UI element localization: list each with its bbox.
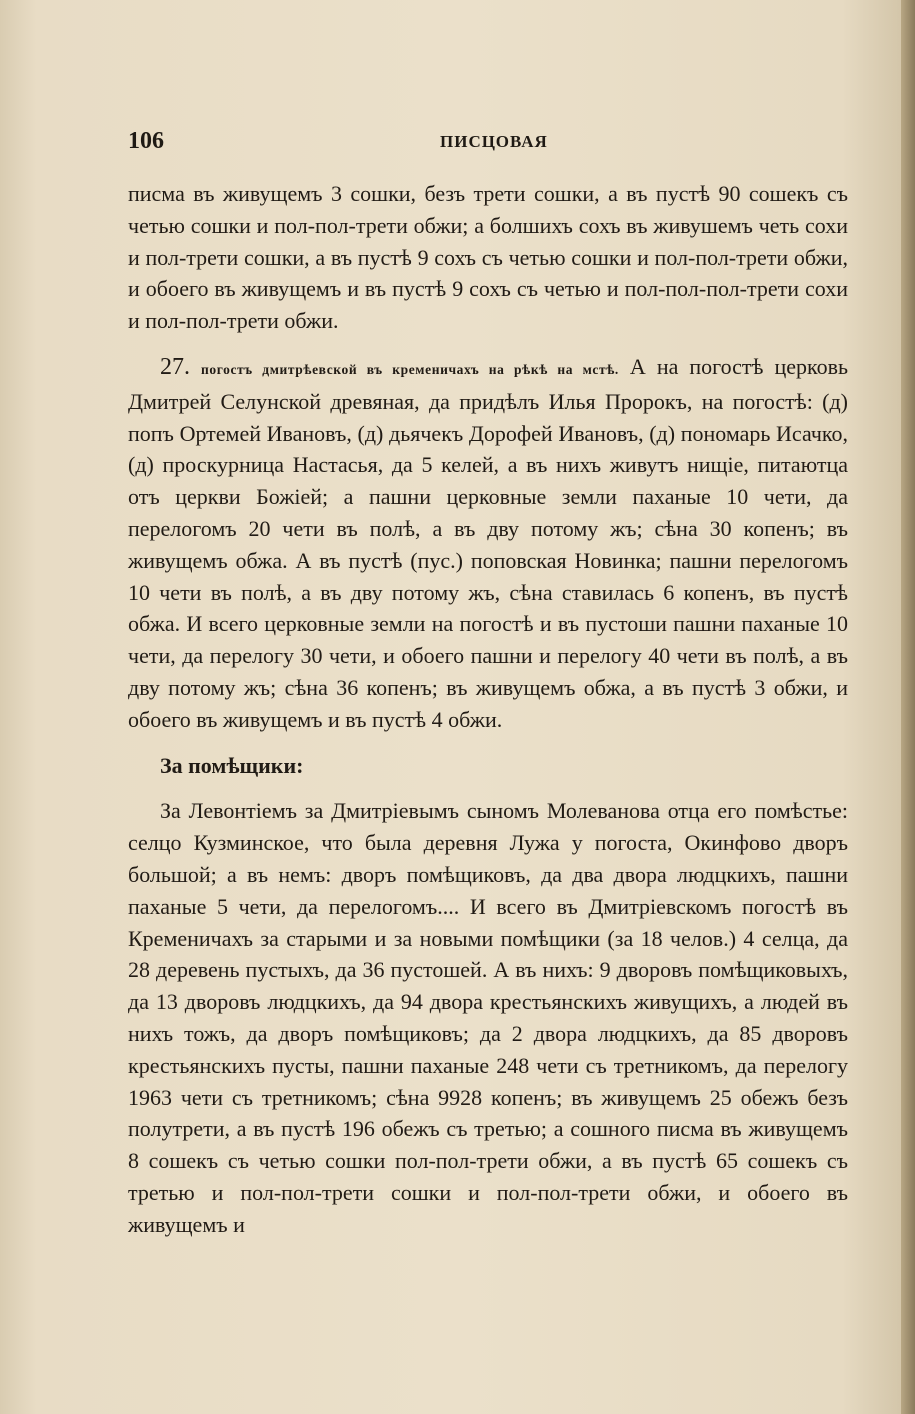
- page-spine-shadow: [901, 0, 915, 1414]
- section-body: А на погостѣ церковь Дмитрей Селунской древяная, да придѣлъ Илья Пророкъ, на погостѣ: (д) попъ Ортемей Ивановъ, (д) дьячекъ Дорофей Ивановъ, (д) пономарь Исачко, (д) проскурница Настасья, да 5 келей, а въ нихъ живутъ нищіе, питаютца отъ церкви Божіей; а пашни церковные земли паханые 10 чети, да перелогомъ 20 чети въ полѣ, а въ дву потому жъ; сѣна 30 копенъ; въ живущемъ обжа. А въ пустѣ (пус.) поповская Новинка; пашни перелогомъ 10 чети въ полѣ, а въ дву потому жъ, сѣна ставилась 6 копенъ, въ пустѣ обжа. И всего церковные земли на погостѣ и въ пустоши пашни паханые 10 чети, да перелогу 30 чети, и обоего пашни и перелогу 40 чети въ полѣ, а въ дву потому жъ; сѣна 36 копенъ; въ живущемъ обжа, а въ пустѣ 3 обжи, и обоего въ живущемъ и въ пустѣ 4 обжи.: [128, 353, 849, 732]
- section-number: 27.: [160, 353, 190, 380]
- page-text: [128, 178, 848, 1241]
- running-head: ПИСЦОВАЯ: [440, 132, 548, 151]
- page-number: 106: [128, 128, 164, 154]
- subheading-landowners: За помѣщики:: [160, 752, 304, 778]
- section-heading: погостъ дмитрѣевской въ кременичахъ на рѣкѣ на мстѣ.: [201, 361, 619, 377]
- paragraph-landowners: За Левонтіемъ за Дмитріевымъ сыномъ Молеванова отца его помѣстье: селцо Кузминское, что была деревня Лужа у погоста, Окинфово дворъ большой; а въ немъ: дворъ помѣщиковъ, да два двора людцкихъ, пашни паханые 5 чети, да перелогомъ.... И всего въ Дмитріевскомъ погостѣ въ Кременичахъ за старыми и за новыми помѣщики (за 18 челов.) 4 селца, да 28 деревень пустыхъ, да 36 пустошей. А въ нихъ: 9 дворовъ помѣщиковыхъ, да 13 дворовъ людцкихъ, да 94 двора крестьянскихъ живущихъ, а людей въ нихъ тожъ, да дворъ помѣщиковъ; да 2 двора людцкихъ, да 85 дворовъ крестьянскихъ пусты, пашни паханые 248 чети съ третникомъ, да перелогу 1963 чети съ третникомъ; сѣна 9928 копенъ; въ живущемъ 25 обежъ безъ полутрети, а въ пустѣ 196 обежъ съ третью; а сошного писма въ живущемъ 8 сошекъ съ четью сошки пол-пол-трети обжи, а въ пустѣ 65 сошекъ съ третью и пол-пол-трети сошки и пол-пол-трети обжи, и обоего въ живущемъ и: [128, 798, 848, 1237]
- section-27: [128, 351, 848, 736]
- paragraph-continuation: писма въ живущемъ 3 сошки, безъ трети сошки, а въ пустѣ 90 сошекъ съ четью сошки и пол-пол-трети обжи; а болшихъ сохъ въ живушемъ четь сохи и пол-трети сошки, а въ пустѣ 9 сохъ съ четью сошки и пол-пол-трети обжи, и обоего въ живущемъ и въ пустѣ 9 сохъ съ четью и пол-пол-пол-трети сохи и пол-пол-трети обжи.: [128, 181, 848, 334]
- page-header: [128, 128, 848, 158]
